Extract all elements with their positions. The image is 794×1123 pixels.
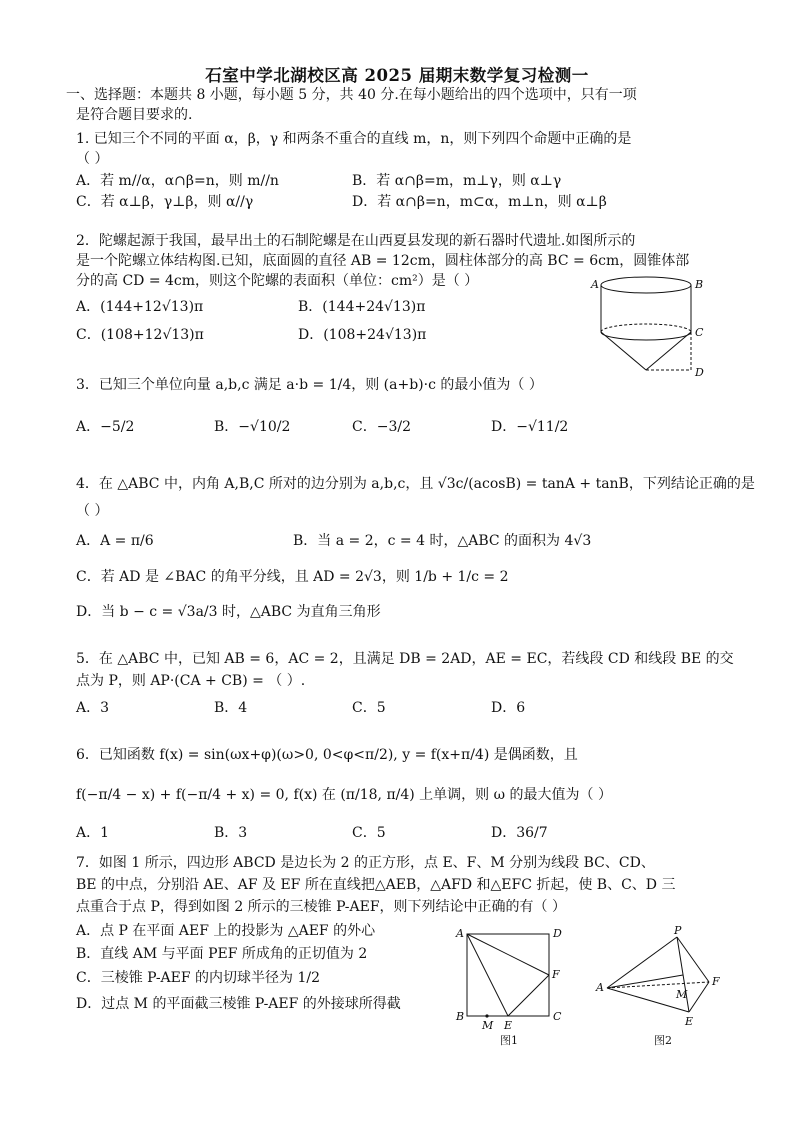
fig1-label-c: C [553,1010,562,1023]
fig1-label-m: M [482,1019,494,1032]
q2-stem-3: 分的高 CD = 4cm，则这个陀螺的表面积（单位：cm²）是（ ） [76,273,479,289]
q5-option-d: D．6 [491,700,526,716]
q5-stem-2: 点为 P，则 AP·(CA + CB) = （ ）. [76,673,306,689]
q3-option-b: B．−√10/2 [214,419,291,435]
q4-option-b: B．当 a = 2，c = 4 时，△ABC 的面积为 4√3 [293,533,592,549]
q1-paren: （ ） [76,151,109,167]
q5-option-b: B．4 [214,700,248,716]
section-instruction-line2: 是符合题目要求的. [76,107,193,123]
spinning-top-figure [590,270,720,385]
figure-2-pyramid [592,925,727,1050]
q3-option-a: A．−5/2 [76,419,135,435]
q1-option-d: D．若 α∩β=n，m⊂α，m⊥n，则 α⊥β [352,194,607,210]
q7-option-b: B．直线 AM 与平面 PEF 所成角的正切值为 2 [76,946,368,962]
q1-option-a: A．若 m//α，α∩β=n，则 m//n [76,173,279,189]
q6-stem-2: f(−π/4 − x) + f(−π/4 + x) = 0, f(x) 在 (π/18, π/4) 上单调，则 ω 的最大值为（ ） [76,787,612,803]
fig1-label-a: A [456,927,464,940]
q4-option-d: D．当 b − c = √3a/3 时，△ABC 为直角三角形 [76,604,381,620]
q4-paren: （ ） [76,503,109,519]
q1-option-b: B．若 α∩β=m，m⊥γ，则 α⊥γ [352,173,562,189]
q3-stem: 3．已知三个单位向量 a,b,c 满足 a·b = 1/4，则 (a+b)·c 的最小值为（ ） [76,377,543,393]
q7-option-d: D．过点 M 的平面截三棱锥 P-AEF 的外接球所得截 [76,996,401,1012]
q6-option-c: C．5 [352,825,386,841]
q5-option-a: A．3 [76,700,110,716]
q5-stem-1: 5．在 △ABC 中，已知 AB = 6，AC = 2，且满足 DB = 2AD，AE = EC，若线段 CD 和线段 BE 的交 [76,651,734,667]
fig2-label-p: P [674,925,682,937]
fig-label-b: B [695,278,704,291]
q2-option-b: B．(144+24√13)π [298,299,426,315]
q3-option-c: C．−3/2 [352,419,411,435]
fig1-label-f: F [552,968,560,981]
fig1-caption: 图1 [500,1034,518,1047]
fig2-label-e: E [685,1015,694,1028]
fig2-label-a: A [596,981,604,994]
fig1-label-b: B [456,1010,465,1023]
q7-stem-1: 7．如图 1 所示，四边形 ABCD 是边长为 2 的正方形，点 E、F、M 分别为线段 BC、CD、 [76,855,655,871]
q6-stem-1: 6．已知函数 f(x) = sin(ωx+φ)(ω>0, 0<φ<π/2), y = f(x+π/4) 是偶函数，且 [76,747,578,763]
figure-1-square [455,925,580,1050]
q7-stem-2: BE 的中点，分别沿 AE、AF 及 EF 所在直线把△AEB，△AFD 和△EFC 折起，使 B、C、D 三 [76,877,676,893]
q2-stem-1: 2．陀螺起源于我国，最早出土的石制陀螺是在山西夏县发现的新石器时代遗址.如图所示的 [76,233,636,249]
q2-stem-2: 是一个陀螺立体结构图.已知，底面圆的直径 AB = 12cm，圆柱体部分的高 BC = 6cm，圆锥体部 [76,253,690,269]
q7-option-c: C．三棱锥 P-AEF 的内切球半径为 1/2 [76,970,321,986]
q4-stem: 4．在 △ABC 中，内角 A,B,C 所对的边分别为 a,b,c，且 √3c/(acosB) = tanA + tanB，下列结论正确的是 [76,476,755,492]
q1-option-c: C．若 α⊥β，γ⊥β，则 α//γ [76,194,254,210]
q2-option-d: D．(108+24√13)π [298,327,427,343]
page-title: 石室中学北湖校区高 2025 届期末数学复习检测一 [205,66,589,85]
q7-stem-3: 点重合于点 P，得到如图 2 所示的三棱锥 P-AEF，则下列结论中正确的有（ ） [76,899,567,915]
q6-option-a: A．1 [76,825,110,841]
q2-option-c: C．(108+12√13)π [76,327,204,343]
q4-option-c: C．若 AD 是 ∠BAC 的角平分线，且 AD = 2√3，则 1/b + 1/c = 2 [76,569,509,585]
fig1-label-e: E [504,1019,513,1032]
fig2-label-m: M [676,988,688,1001]
q4-option-a: A．A = π/6 [76,533,154,549]
q7-option-a: A．点 P 在平面 AEF 上的投影为 △AEF 的外心 [76,923,376,939]
q6-option-b: B．3 [214,825,248,841]
q2-option-a: A．(144+12√13)π [76,299,204,315]
q3-option-d: D．−√11/2 [491,419,569,435]
q1-stem: 1. 已知三个不同的平面 α，β，γ 和两条不重合的直线 m，n，则下列四个命题中正确的是 [76,131,632,147]
fig2-caption: 图2 [654,1034,672,1047]
section-instruction-line1: 一、选择题：本题共 8 小题，每小题 5 分，共 40 分.在每小题给出的四个选项中，只有一项 [66,87,637,103]
q5-option-c: C．5 [352,700,386,716]
fig-label-a: A [591,278,599,291]
fig-label-c: C [695,326,704,339]
fig-label-d: D [695,366,704,379]
fig1-label-d: D [553,927,562,940]
fig2-label-f: F [712,975,720,988]
q6-option-d: D．36/7 [491,825,548,841]
